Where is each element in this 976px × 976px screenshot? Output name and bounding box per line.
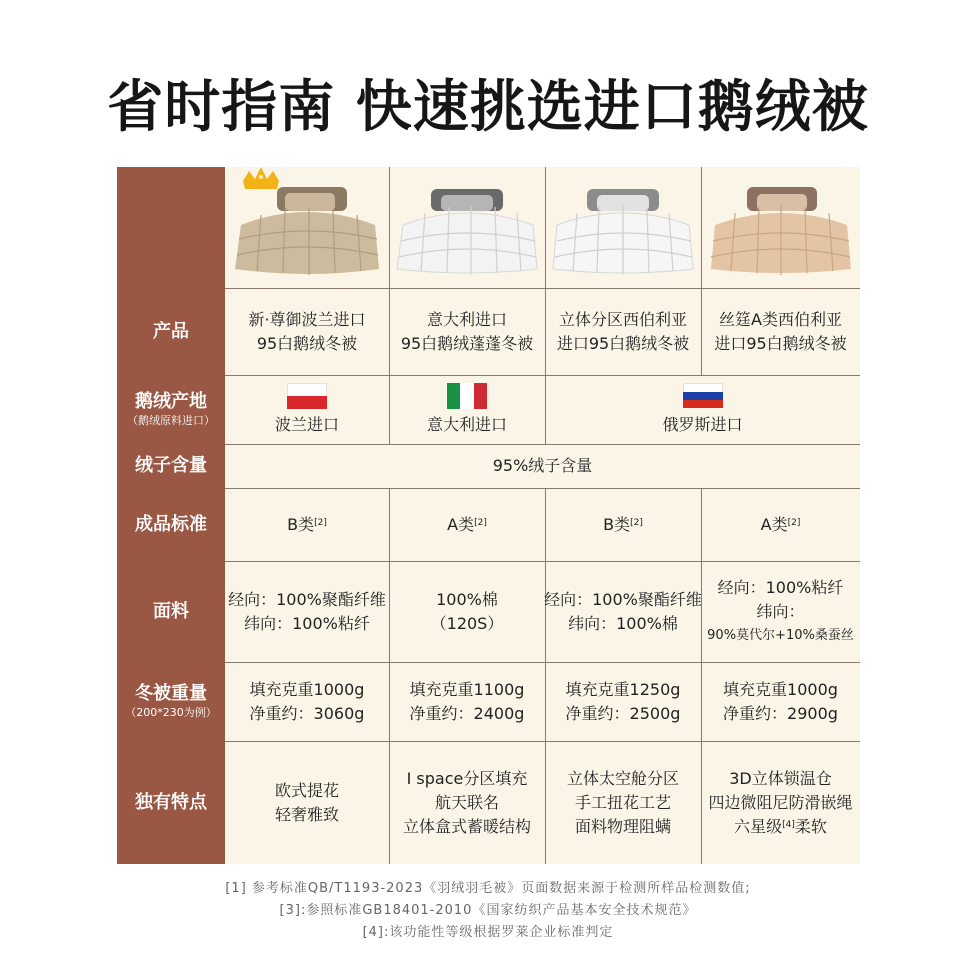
weight-cell: [545, 662, 701, 741]
feature-line: 面料物理阻螨: [574, 816, 671, 836]
product-name-cell: [701, 288, 860, 375]
fabric-line: 90%莫代尔+10%桑蚕丝: [707, 627, 854, 643]
product-name-line: 进口95白鹅绒冬被: [556, 333, 690, 353]
fabric-line: （120S）: [430, 613, 504, 633]
fabric-line: 100%棉: [436, 589, 498, 609]
fill-weight: 填充克重1000g: [249, 679, 365, 699]
feature-line: 手工扭花工艺: [574, 792, 671, 812]
italy-flag-icon: [447, 383, 487, 409]
features-cell: [225, 741, 389, 864]
footnote: [3]:参照标准GB18401-2010《国家纺织产品基本安全技术规范》: [279, 903, 697, 918]
fill-weight: 填充克重1250g: [565, 679, 681, 699]
product-name-line: 立体分区西伯利亚: [558, 309, 687, 329]
product-name-line: 95白鹅绒冬被: [256, 333, 358, 353]
feature-line: I space分区填充: [406, 768, 528, 788]
fabric-line: 经向：100%粘纤: [717, 577, 844, 597]
poland-flag-icon: [287, 383, 327, 409]
row-label-weight: 冬被重量 （200*230为例）: [125, 682, 217, 719]
feature-line: 六星级[4]柔软: [734, 816, 827, 836]
product-image-siberia: [547, 167, 699, 285]
origin-cell-russia: 俄罗斯进口: [545, 375, 860, 444]
weight-cell: [225, 662, 389, 741]
product-name-line: 意大利进口: [426, 309, 507, 329]
product-name-line: 丝筳A类西伯利亚: [719, 309, 842, 329]
footnote-ref: [2]: [630, 517, 643, 528]
footnote-ref: [2]: [314, 517, 327, 528]
product-image-poland: [227, 167, 387, 285]
grade-cell: [701, 488, 860, 561]
net-weight: 净重约：2900g: [723, 703, 838, 723]
grade-value: A类: [760, 514, 788, 534]
net-weight: 净重约：3060g: [249, 703, 365, 723]
feature-line: 航天联名: [434, 792, 499, 812]
fabric-line: 纬向：: [756, 601, 805, 621]
comparison-table: [117, 167, 860, 864]
fabric-cell: [225, 561, 389, 662]
russia-flag-icon: [683, 383, 723, 409]
feature-line: 立体盒式蓄暖结构: [402, 816, 531, 836]
footnote-ref: [2]: [787, 517, 801, 528]
fill-weight: 填充克重1000g: [723, 679, 838, 699]
product-name-cell: [389, 288, 545, 375]
net-weight: 净重约：2400g: [409, 703, 525, 723]
feature-line: 轻奢雅致: [274, 804, 339, 824]
grade-value: B类: [603, 514, 631, 534]
fabric-cell: [545, 561, 701, 662]
grade-cell: [225, 488, 389, 561]
fabric-line: 纬向：100%粘纤: [244, 613, 370, 633]
footnote: [1] 参考标准QB/T1193-2023《羽绒羽毛被》页面数据来源于检测所样品检测数值;: [225, 881, 751, 896]
grade-value: A类: [447, 514, 475, 534]
feature-line: 四边微阻尼防滑嵌绳: [708, 792, 853, 812]
product-name-line: 95白鹅绒蓬蓬冬被: [400, 333, 534, 353]
fabric-cell: [389, 561, 545, 662]
product-image-silk: [703, 167, 858, 285]
product-name-line: 新·尊御波兰进口: [248, 309, 366, 329]
footnotes: [0, 878, 976, 944]
feature-line: 立体太空舱分区: [566, 768, 679, 788]
grade-cell: [545, 488, 701, 561]
product-name-line: 进口95白鹅绒冬被: [714, 333, 847, 353]
weight-cell: [701, 662, 860, 741]
fabric-line: 纬向：100%棉: [568, 613, 678, 633]
footnote: [4]:该功能性等级根据罗莱企业标准判定: [362, 925, 614, 940]
fill-weight: 填充克重1100g: [409, 679, 525, 699]
features-cell: [389, 741, 545, 864]
product-name-cell: [545, 288, 701, 375]
product-name-cell: [225, 288, 389, 375]
grade-value: B类: [287, 514, 315, 534]
fabric-line: 经向：100%聚酯纤维: [544, 589, 702, 609]
weight-cell: [389, 662, 545, 741]
features-cell: [545, 741, 701, 864]
row-label-product: 产品: [153, 320, 189, 342]
row-label-origin: 鹅绒产地 （鹅绒原料进口）: [127, 390, 215, 427]
origin-cell-poland: 波兰进口: [225, 375, 389, 444]
features-cell: [701, 741, 860, 864]
footnote-ref: [4]: [782, 819, 795, 830]
product-image-italy: [391, 167, 543, 285]
origin-cell-italy: 意大利进口: [389, 375, 545, 444]
feature-line: 欧式提花: [274, 780, 339, 800]
row-label-down-content: 绒子含量: [135, 455, 207, 476]
feature-line: 3D立体锁温仓: [729, 768, 832, 788]
down-content-cell: 95%绒子含量: [492, 456, 593, 475]
fabric-cell: [701, 561, 860, 662]
row-label-fabric: 面料: [153, 600, 189, 622]
row-label-grade: 成品标准: [135, 513, 207, 535]
fabric-line: 经向：100%聚酯纤维: [228, 589, 386, 609]
page-title: 省时指南 快速挑选进口鹅绒被: [107, 75, 869, 140]
row-label-features: 独有特点: [135, 791, 207, 813]
net-weight: 净重约：2500g: [565, 703, 681, 723]
grade-cell: [389, 488, 545, 561]
footnote-ref: [2]: [474, 517, 487, 528]
